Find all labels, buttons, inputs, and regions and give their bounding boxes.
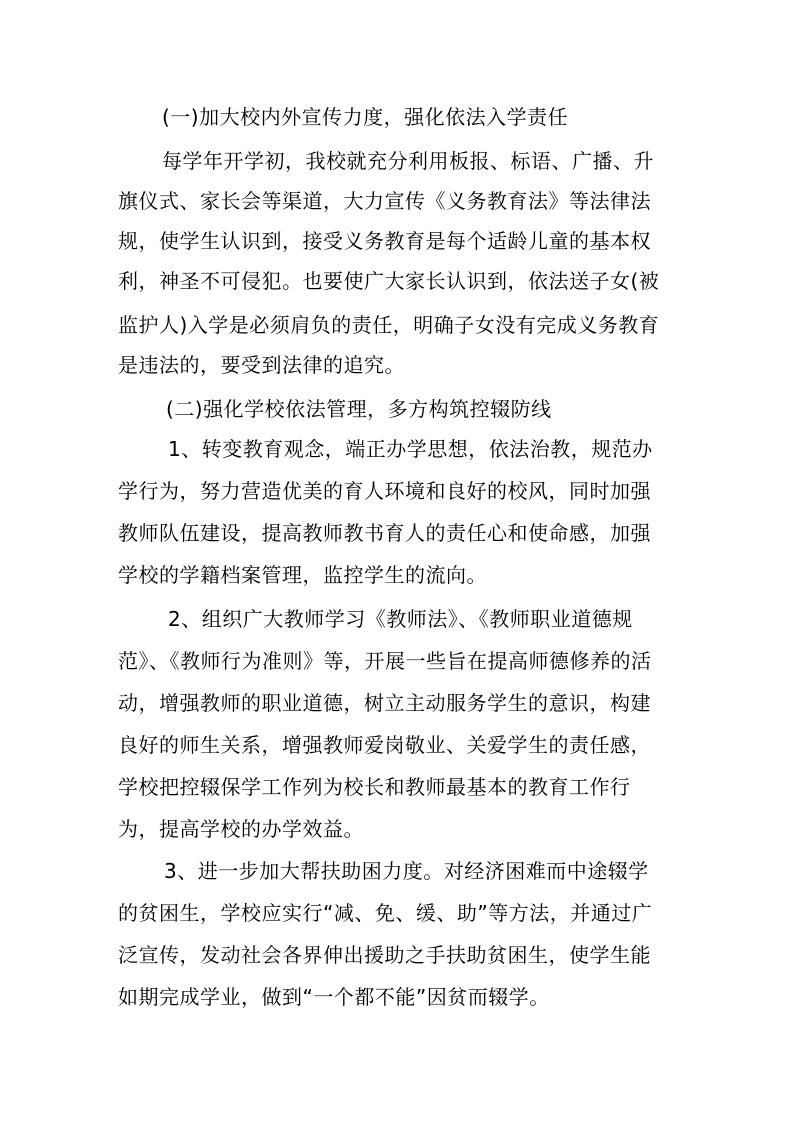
paragraph-line: 范》、《教师行为准则》等，开展一些旨在提高师德修养的活 [118,649,652,673]
paragraph-line: 2、组织广大教师学习《教师法》、《教师职业道德规 [168,607,633,631]
heading-section-1: (一)加大校内外宣传力度，强化依法入学责任 [162,105,569,129]
heading-section-2: (二)强化学校依法管理，多方构筑控辍防线 [166,397,552,421]
paragraph-line: 学校把控辍保学工作列为校长和教师最基本的教育工作行 [118,775,631,799]
paragraph-line: 每学年开学初，我校就充分利用板报、标语、广播、升 [162,149,654,173]
paragraph-line: 为，提高学校的办学效益。 [118,817,364,841]
paragraph-line: 良好的师生关系，增强教师爱岗敬业、关爱学生的责任感， [118,733,651,757]
paragraph-line: 规，使学生认识到，接受义务教育是每个适龄儿童的基本权 [118,229,651,253]
paragraph-line: 利，神圣不可侵犯。也要使广大家长认识到，依法送子女(被 [118,269,660,293]
paragraph-line: 旗仪式、家长会等渠道，大力宣传《义务教育法》等法律法 [118,189,651,213]
paragraph-line: 3、进一步加大帮扶助困力度。对经济困难而中途辍学 [164,859,649,883]
paragraph-line: 监护人)入学是必须肩负的责任，明确子女没有完成义务教育 [118,313,660,337]
paragraph-line: 学校的学籍档案管理，监控学生的流向。 [118,563,487,587]
paragraph-line: 泛宣传，发动社会各界伸出援助之手扶助贫困生，使学生能 [118,943,651,967]
paragraph-line: 学行为，努力营造优美的育人环境和良好的校风，同时加强 [118,479,651,503]
paragraph-line: 动，增强教师的职业道德，树立主动服务学生的意识，构建 [118,691,651,715]
paragraph-line: 如期完成学业，做到“一个都不能”因贫而辍学。 [118,985,550,1009]
paragraph-line: 是违法的，要受到法律的追究。 [118,353,405,377]
paragraph-line: 教师队伍建设，提高教师教书育人的责任心和使命感，加强 [118,521,651,545]
paragraph-line: 1、转变教育观念，端正办学思想，依法治教，规范办 [168,437,653,461]
paragraph-line: 的贫困生，学校应实行“减、免、缓、助”等方法，并通过广 [118,901,653,925]
